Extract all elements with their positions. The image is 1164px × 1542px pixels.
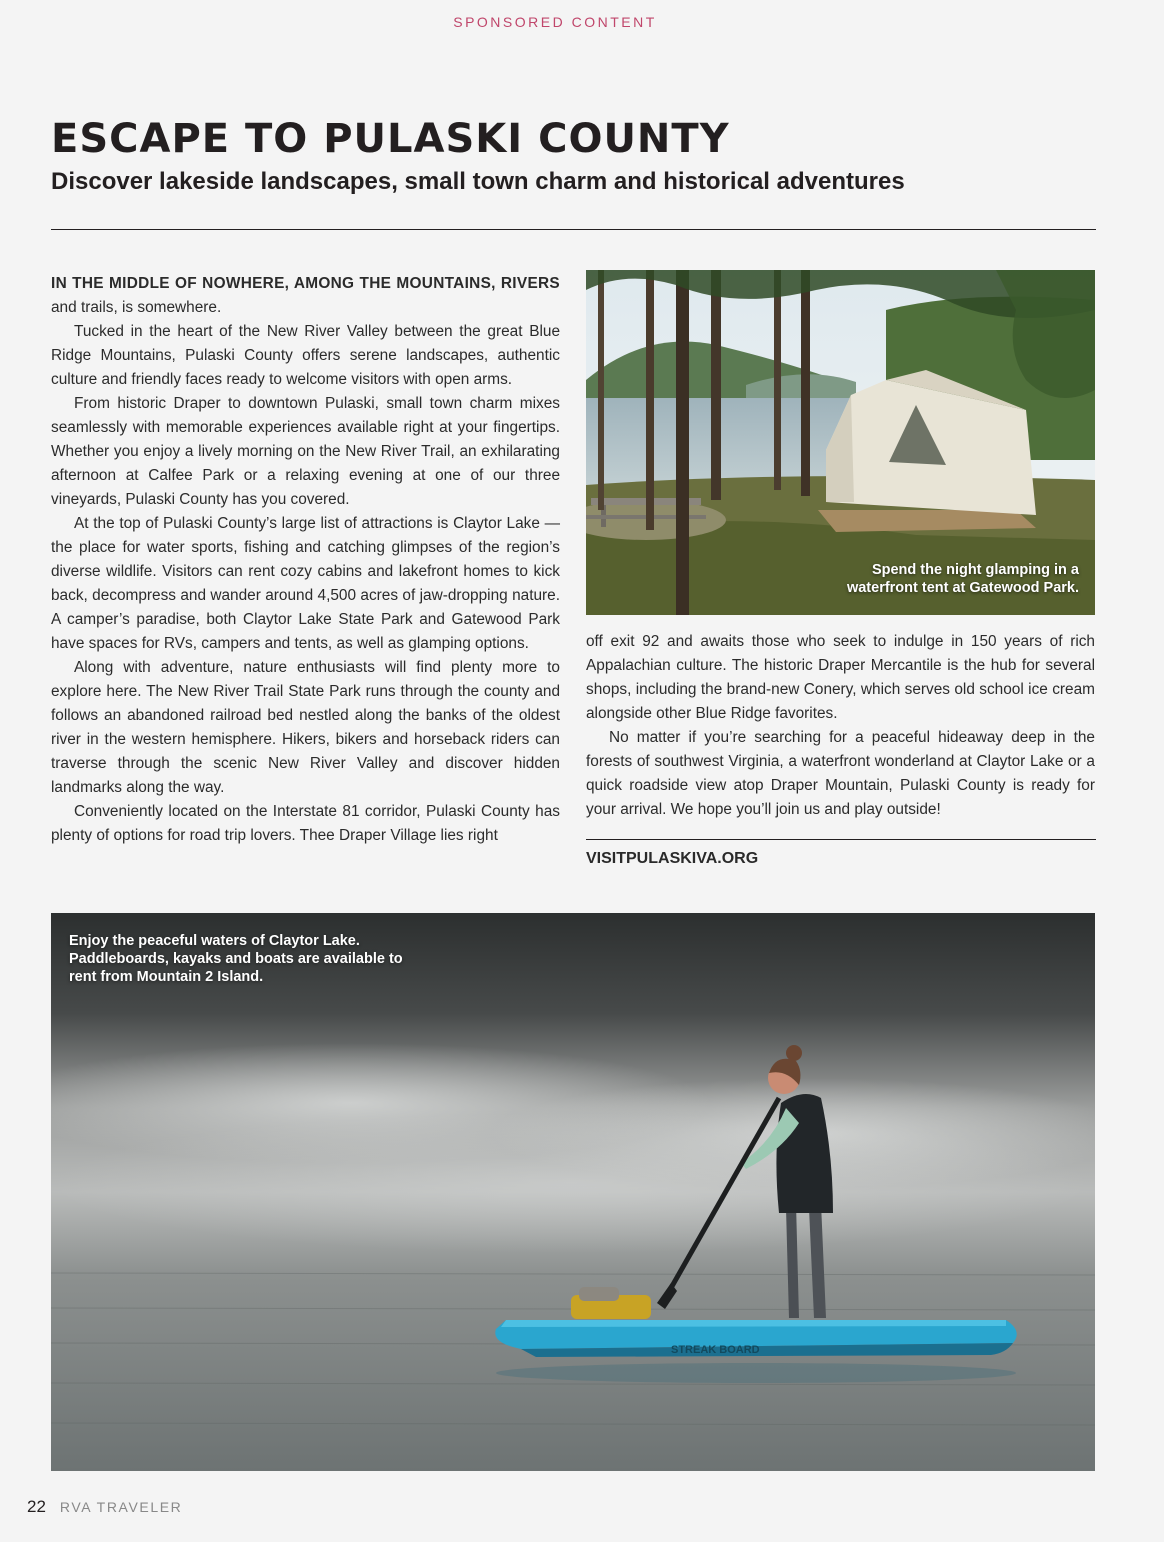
sponsored-label: SPONSORED CONTENT — [453, 14, 657, 30]
lead-caps: IN THE MIDDLE OF NOWHERE, AMONG THE MOUNTAINS, RIVERS — [51, 275, 560, 292]
paragraph: Along with adventure, nature enthusiasts will find plenty more to explore here. The New River Trail State Park runs through the county and follows an abandoned railroad bed nestled along the banks of the oldest river in the western hemisphere. Hikers, bikers and horseback riders can traverse through the scenic New River Valley and discover hidden landmarks along the way. — [51, 659, 560, 796]
lead-rest: and trails, is somewhere. — [51, 299, 222, 316]
title-divider — [51, 229, 1096, 230]
page-number: 22 — [27, 1497, 46, 1516]
tent-caption-line: waterfront tent at Gatewood Park. — [846, 580, 1079, 596]
page-title: ESCAPE TO PULASKI COUNTY — [51, 116, 730, 162]
article-column-left — [51, 272, 560, 848]
magazine-name: RVA TRAVELER — [59, 1499, 183, 1515]
paragraph: Conveniently located on the Interstate 81 corridor, Pulaski County has plenty of options for road trip lovers. Thee Draper Village lies right — [51, 803, 560, 844]
page-footer — [27, 1497, 182, 1517]
lead-paragraph — [51, 272, 560, 320]
paragraph: off exit 92 and awaits those who seek to indulge in 150 years of rich Appalachian culture. The historic Draper Mercantile is the hub for several shops, including the brand-new Conery, which serves old school ice cream alongside other Blue Ridge favorites. — [586, 633, 1095, 722]
article-column-right — [586, 630, 1095, 822]
tent-caption — [847, 561, 1079, 597]
paddle-caption: Enjoy the peaceful waters of Claytor Lake. Paddleboards, kayaks and boats are available to rent from Mountain 2 Island. — [69, 933, 403, 985]
website-divider — [586, 839, 1096, 840]
paragraph: From historic Draper to downtown Pulaski, small town charm mixes seamlessly with memorable experiences available right at your fingertips. Whether you enjoy a lively morning on the New River Trail, an exhilarating afternoon at Calfee Park or a relaxing evening at one of our three vineyards, Pulaski County has you covered. — [51, 395, 560, 508]
board-brand: STREAK BOARD — [671, 1344, 760, 1356]
paragraph: No matter if you’re searching for a peaceful hideaway deep in the forests of southwest Virginia, a waterfront wonderland at Claytor Lake or a quick roadside view atop Draper Mountain, Pulaski County is ready for your arrival. We hope you’ll join us and play outside! — [586, 729, 1095, 818]
paragraph: At the top of Pulaski County’s large list of attractions is Claytor Lake — the place for water sports, fishing and catching glimpses of the region’s diverse wildlife. Visitors can rent cozy cabins and lakefront homes to kick back, decompress and wander around 4,500 acres of jaw-dropping nature. A camper’s paradise, both Claytor Lake State Park and Gatewood Park have spaces for RVs, campers and tents, as well as glamping options. — [51, 515, 560, 652]
paddleboard — [495, 1320, 1016, 1357]
glamping-tent-photo — [586, 270, 1095, 615]
paddleboard-illustration — [51, 913, 1095, 1471]
page-subtitle: Discover lakeside landscapes, small town charm and historical adventures — [51, 168, 905, 195]
paddleboard-photo — [51, 913, 1095, 1471]
tent-caption-line: Spend the night glamping in a — [871, 562, 1079, 578]
paragraph: Tucked in the heart of the New River Valley between the great Blue Ridge Mountains, Pulaski County offers serene landscapes, authentic culture and friendly faces ready to welcome visitors with open arms. — [51, 323, 560, 388]
website-link[interactable]: VISITPULASKIVA.ORG — [586, 850, 759, 867]
